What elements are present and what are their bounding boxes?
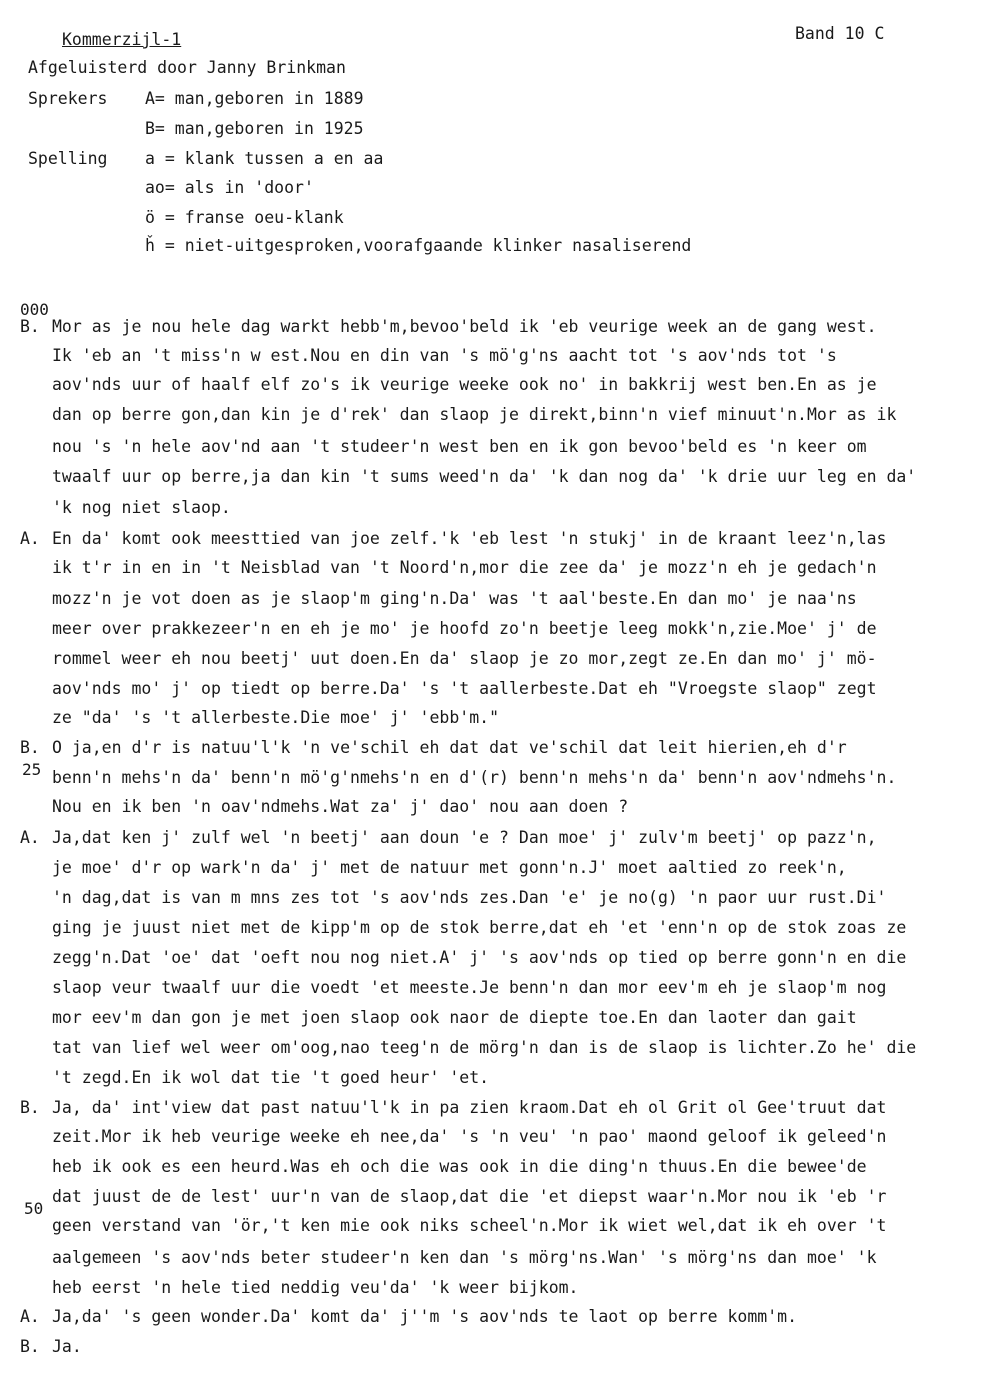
speaker-tag: A. [20,828,40,847]
speaker-b-description: B= man,geboren in 1925 [145,119,364,138]
transcript-line: Ja, da' int'view dat past natuu'l'k in pa zien kraom.Dat eh ol Grit ol Gee'truut dat [52,1098,887,1117]
transcript-line: 't zegd.En ik wol dat tie 't goed heur' 'et. [52,1068,490,1087]
speakers-label: Sprekers [28,89,108,108]
band-label: Band 10 C [795,24,885,43]
spelling-rule: ȟ = niet-uitgesproken,voorafgaande klinker nasaliserend [145,236,692,255]
spelling-rule: a = klank tussen a en aa [145,149,384,168]
transcript-line: benn'n mehs'n da' benn'n mö'g'nmehs'n en d'(r) benn'n mehs'n da' benn'n aov'ndmehs'n. [52,768,897,787]
transcript-line: rommel weer eh nou beetj' uut doen.En da' slaop je zo mor,zegt ze.En dan mo' j' mö- [52,649,877,668]
transcript-line: dat juust de de lest' uur'n van de slaop,dat die 'et diepst waar'n.Mor nou ik 'eb 'r [52,1187,887,1206]
transcript-line: 'n dag,dat is van m mns zes tot 's aov'nds zes.Dan 'e' je no(g) 'n paor uur rust.Di' [52,888,887,907]
transcript-line: aov'nds mo' j' op tiedt op berre.Da' 's 't aallerbeste.Dat eh "Vroegste slaop" zegt [52,679,877,698]
transcript-line: mozz'n je vot doen as je slaop'm ging'n.Da' was 't aal'beste.En dan mo' je naa'ns [52,589,857,608]
tape-marker: 25 [22,760,42,779]
document-title: Kommerzijl-1 [62,30,182,49]
transcript-line: Ja. [52,1337,82,1356]
tape-marker: 50 [24,1199,44,1218]
transcript-line: ze "da' 's 't allerbeste.Die moe' j' 'ebb'm." [52,708,500,727]
listened-by: Afgeluisterd door Janny Brinkman [28,58,346,77]
transcript-line: nou 's 'n hele aov'nd aan 't studeer'n west ben en ik gon bevoo'beld es 'n keer om [52,437,867,456]
transcript-line: Nou en ik ben 'n oav'ndmehs.Wat za' j' dao' nou aan doen ? [52,797,629,816]
transcript-line: slaop veur twaalf uur die voedt 'et meeste.Je benn'n dan mor eev'm eh je slaop'm nog [52,978,887,997]
transcript-line: meer over prakkezeer'n en eh je mo' je hoofd zo'n beetje leeg mokk'n,zie.Moe' j' de [52,619,877,638]
transcript-line: Ja,da' 's geen wonder.Da' komt da' j''m 's aov'nds te laot op berre komm'm. [52,1307,798,1326]
transcript-line: 'k nog niet slaop. [52,498,231,517]
transcript-line: je moe' d'r op wark'n da' j' met de natuur met gonn'n.J' moet aaltied zo reek'n, [52,858,847,877]
transcript-line: O ja,en d'r is natuu'l'k 'n ve'schil eh dat dat ve'schil dat leit hierien,eh d'r [52,738,847,757]
tape-marker: 000 [20,300,49,319]
spelling-rule: ö = franse oeu-klank [145,208,344,227]
speaker-tag: B. [20,317,40,336]
spelling-rule: ao= als in 'door' [145,178,314,197]
transcript-line: dan op berre gon,dan kin je d'rek' dan slaop je direkt,binn'n vief minuut'n.Mor as ik [52,405,897,424]
transcript-line: geen verstand van 'ör,'t ken mie ook niks scheel'n.Mor ik wiet wel,dat ik eh over 't [52,1216,887,1235]
speaker-tag: B. [20,1337,40,1356]
speaker-tag: B. [20,738,40,757]
speaker-a-description: A= man,geboren in 1889 [145,89,364,108]
speaker-tag: B. [20,1098,40,1117]
transcript-line: aov'nds uur of haalf elf zo's ik veurige weeke ook no' in bakkrij west ben.En as je [52,375,877,394]
transcript-line: ik t'r in en in 't Neisblad van 't Noord'n,mor die zee da' je mozz'n eh je gedach'n [52,558,877,577]
speaker-tag: A. [20,1307,40,1326]
transcript-line: mor eev'm dan gon je met joen slaop ook naor de diepte toe.En dan laoter dan gait [52,1008,857,1027]
spelling-label: Spelling [28,149,108,168]
speaker-tag: A. [20,529,40,548]
transcript-line: zeit.Mor ik heb veurige weeke eh nee,da' 's 'n veu' 'n pao' maond geloof ik geleed'n [52,1127,887,1146]
transcript-line: tat van lief wel weer om'oog,nao teeg'n de mörg'n dan is de slaop is lichter.Zo he' die [52,1038,917,1057]
transcript-line: aalgemeen 's aov'nds beter studeer'n ken dan 's mörg'ns.Wan' 's mörg'ns dan moe' 'k [52,1248,877,1267]
transcript-line: zegg'n.Dat 'oe' dat 'oeft nou nog niet.A' j' 's aov'nds op tied op berre gonn'n en die [52,948,907,967]
transcript-line: heb eerst 'n hele tied neddig veu'da' 'k weer bijkom. [52,1278,579,1297]
transcript-line: twaalf uur op berre,ja dan kin 't sums weed'n da' 'k dan nog da' 'k drie uur leg en da' [52,467,917,486]
transcript-line: En da' komt ook meesttied van joe zelf.'k 'eb lest 'n stukj' in de kraant leez'n,las [52,529,887,548]
transcript-line: heb ik ook es een heurd.Was eh och die was ook in die ding'n thuus.En die bewee'de [52,1157,867,1176]
transcript-line: ging je juust niet met de kipp'm op de stok berre,dat eh 'et 'enn'n op de stok zoas ze [52,918,907,937]
transcript-line: Mor as je nou hele dag warkt hebb'm,bevoo'beld ik 'eb veurige week an de gang west. [52,317,877,336]
transcript-line: Ja,dat ken j' zulf wel 'n beetj' aan doun 'e ? Dan moe' j' zulv'm beetj' op pazz'n, [52,828,877,847]
transcript-line: Ik 'eb an 't miss'n w est.Nou en din van 's mö'g'ns aacht tot 's aov'nds tot 's [52,346,837,365]
